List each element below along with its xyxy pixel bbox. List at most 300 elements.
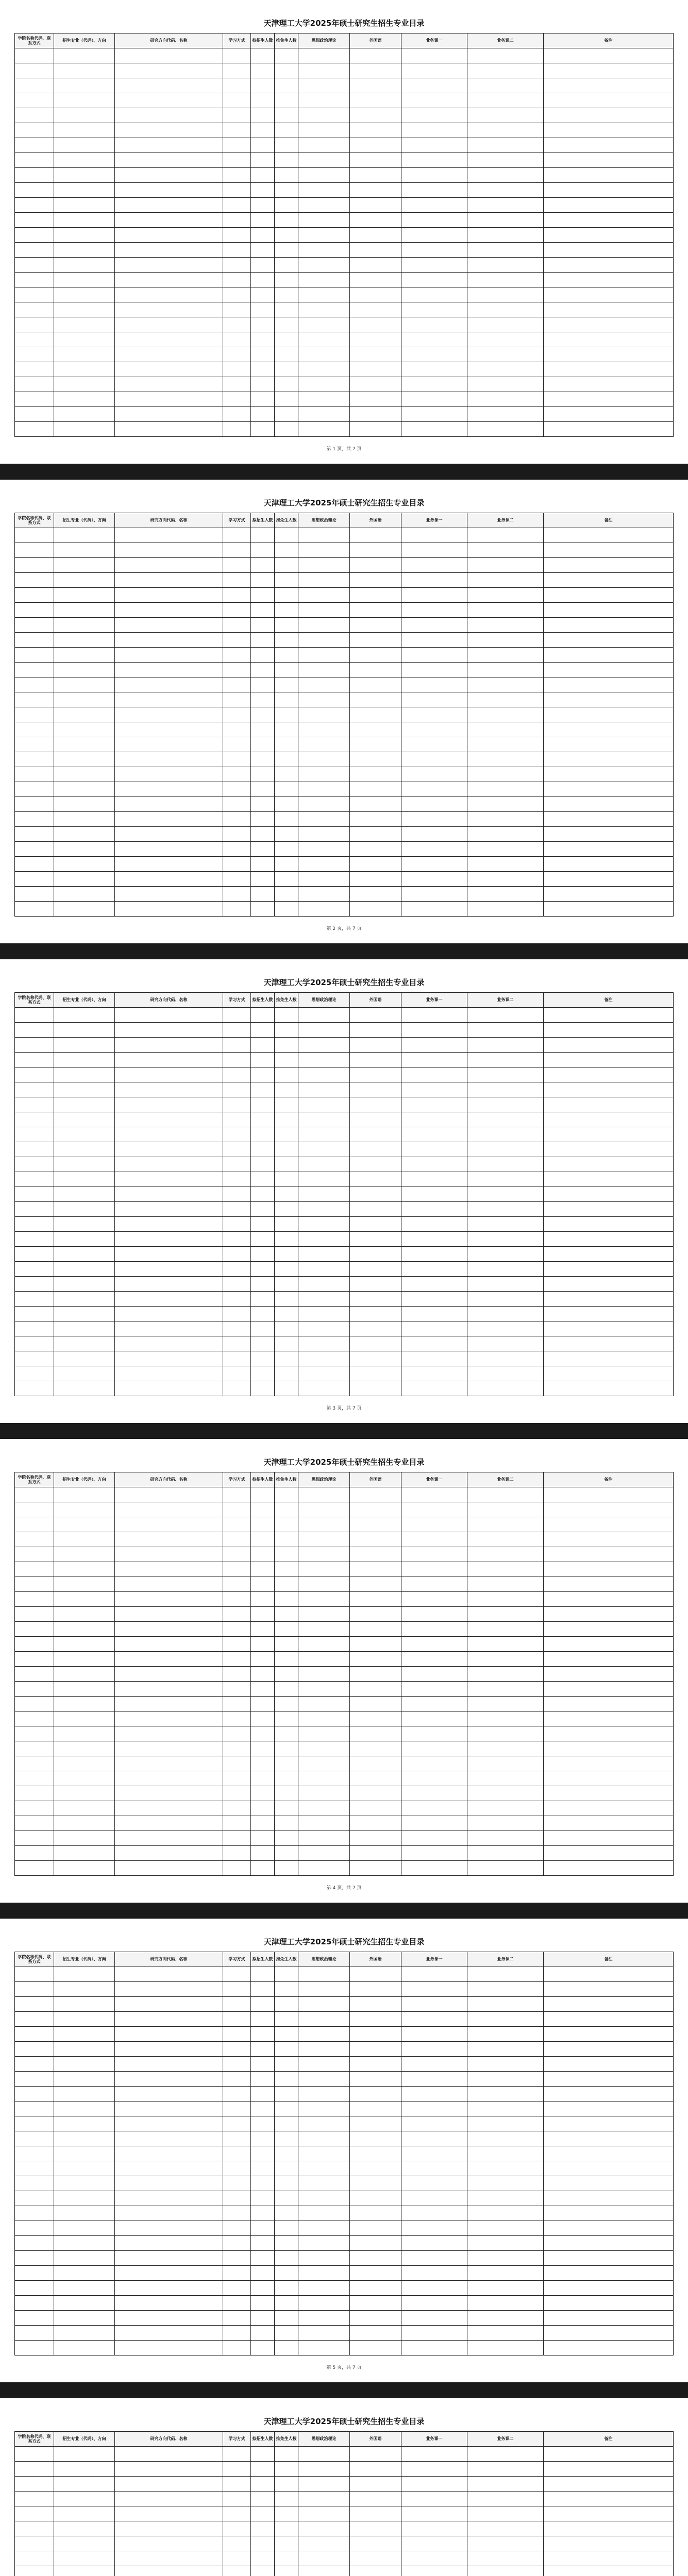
table-cell bbox=[223, 1038, 251, 1053]
table-cell bbox=[275, 2102, 298, 2116]
table-cell bbox=[15, 2042, 54, 2057]
table-cell bbox=[223, 1682, 251, 1697]
table-cell bbox=[251, 407, 275, 422]
table-cell bbox=[298, 1741, 350, 1756]
table-cell bbox=[54, 1172, 115, 1187]
table-cell bbox=[350, 1487, 401, 1502]
table-cell bbox=[467, 1682, 544, 1697]
table-cell bbox=[298, 258, 350, 273]
table-cell bbox=[275, 273, 298, 287]
table-cell bbox=[15, 2131, 54, 2146]
table-cell bbox=[544, 2221, 674, 2236]
table-cell bbox=[275, 633, 298, 648]
table-cell bbox=[544, 1142, 674, 1157]
table-cell bbox=[15, 1997, 54, 2012]
table-cell bbox=[115, 1381, 223, 1396]
table-cell bbox=[54, 1097, 115, 1112]
table-cell bbox=[350, 1277, 401, 1292]
table-cell bbox=[54, 2506, 115, 2521]
table-cell bbox=[15, 1831, 54, 1846]
table-cell bbox=[15, 332, 54, 347]
table-cell bbox=[115, 767, 223, 782]
table-cell bbox=[467, 2221, 544, 2236]
table-cell bbox=[251, 93, 275, 108]
table-cell bbox=[467, 1652, 544, 1667]
table-cell bbox=[467, 1187, 544, 1202]
table-cell bbox=[223, 677, 251, 692]
table-cell bbox=[401, 108, 467, 123]
table-cell bbox=[275, 2191, 298, 2206]
table-cell bbox=[467, 183, 544, 198]
table-row bbox=[15, 243, 674, 258]
table-cell bbox=[350, 1846, 401, 1861]
table-cell bbox=[223, 1697, 251, 1711]
table-row bbox=[15, 228, 674, 243]
table-cell bbox=[401, 1187, 467, 1202]
table-cell bbox=[54, 752, 115, 767]
table-cell bbox=[15, 648, 54, 663]
table-cell bbox=[298, 228, 350, 243]
table-cell bbox=[275, 648, 298, 663]
table-cell bbox=[15, 1967, 54, 1982]
page-title: 天津理工大学2025年硕士研究生招生专业目录 bbox=[263, 498, 425, 507]
table-cell bbox=[350, 1127, 401, 1142]
table-cell bbox=[467, 123, 544, 138]
table-cell bbox=[251, 2536, 275, 2551]
table-cell bbox=[544, 2281, 674, 2296]
table-cell bbox=[275, 2566, 298, 2576]
table-cell bbox=[115, 287, 223, 302]
table-cell bbox=[251, 153, 275, 168]
table-cell bbox=[15, 392, 54, 407]
table-cell bbox=[401, 302, 467, 317]
table-cell bbox=[467, 2116, 544, 2131]
table-cell bbox=[401, 528, 467, 543]
column-header: 外国语 bbox=[350, 1952, 401, 1967]
table-row bbox=[15, 1532, 674, 1547]
table-cell bbox=[54, 902, 115, 917]
table-cell bbox=[401, 2477, 467, 2492]
table-cell bbox=[298, 1321, 350, 1336]
table-cell bbox=[115, 1637, 223, 1652]
column-header: 业务课一 bbox=[401, 993, 467, 1008]
table-cell bbox=[467, 1532, 544, 1547]
table-cell bbox=[15, 2266, 54, 2281]
table-cell bbox=[298, 1726, 350, 1741]
table-cell bbox=[275, 422, 298, 437]
table-row bbox=[15, 2221, 674, 2236]
table-cell bbox=[223, 1053, 251, 1067]
column-header: 思想政治理论 bbox=[298, 1472, 350, 1487]
table-cell bbox=[54, 2326, 115, 2341]
table-cell bbox=[223, 1097, 251, 1112]
table-cell bbox=[467, 1816, 544, 1831]
table-cell bbox=[54, 2462, 115, 2477]
table-row bbox=[15, 1381, 674, 1396]
table-cell bbox=[467, 1008, 544, 1023]
table-cell bbox=[467, 2296, 544, 2311]
catalog-table bbox=[14, 33, 674, 437]
table-cell bbox=[275, 1217, 298, 1232]
table-cell bbox=[251, 648, 275, 663]
table-cell bbox=[401, 857, 467, 872]
table-cell bbox=[15, 1336, 54, 1351]
table-cell bbox=[223, 407, 251, 422]
table-row bbox=[15, 1487, 674, 1502]
table-cell bbox=[401, 1637, 467, 1652]
table-cell bbox=[275, 228, 298, 243]
table-cell bbox=[115, 2551, 223, 2566]
table-cell bbox=[15, 1172, 54, 1187]
table-cell bbox=[298, 2191, 350, 2206]
table-cell bbox=[115, 1336, 223, 1351]
table-cell bbox=[115, 1097, 223, 1112]
table-cell bbox=[298, 287, 350, 302]
table-header-row bbox=[15, 1952, 674, 1967]
catalog-table bbox=[14, 1952, 674, 2355]
table-cell bbox=[54, 2492, 115, 2506]
table-cell bbox=[350, 692, 401, 707]
table-cell bbox=[467, 692, 544, 707]
table-cell bbox=[298, 302, 350, 317]
table-cell bbox=[544, 1366, 674, 1381]
table-cell bbox=[401, 722, 467, 737]
table-row bbox=[15, 2311, 674, 2326]
table-cell bbox=[298, 1381, 350, 1396]
table-cell bbox=[115, 663, 223, 677]
table-cell bbox=[251, 2566, 275, 2576]
table-cell bbox=[298, 273, 350, 287]
table-row bbox=[15, 1771, 674, 1786]
table-row bbox=[15, 1292, 674, 1307]
table-row bbox=[15, 1637, 674, 1652]
table-cell bbox=[350, 2236, 401, 2251]
table-cell bbox=[54, 138, 115, 153]
table-cell bbox=[350, 93, 401, 108]
table-cell bbox=[350, 737, 401, 752]
table-cell bbox=[544, 78, 674, 93]
table-cell bbox=[115, 108, 223, 123]
table-cell bbox=[115, 362, 223, 377]
table-cell bbox=[350, 1053, 401, 1067]
table-cell bbox=[401, 1112, 467, 1127]
table-cell bbox=[15, 752, 54, 767]
table-cell bbox=[54, 317, 115, 332]
table-row bbox=[15, 1127, 674, 1142]
table-cell bbox=[298, 317, 350, 332]
table-row bbox=[15, 377, 674, 392]
table-cell bbox=[54, 2087, 115, 2102]
table-cell bbox=[15, 1577, 54, 1592]
table-cell bbox=[275, 797, 298, 812]
table-row bbox=[15, 648, 674, 663]
table-cell bbox=[251, 1682, 275, 1697]
table-cell bbox=[54, 887, 115, 902]
table-row bbox=[15, 1351, 674, 1366]
table-cell bbox=[251, 2161, 275, 2176]
column-header: 学院名称代码、联系方式 bbox=[15, 1472, 54, 1487]
table-cell bbox=[350, 2566, 401, 2576]
table-cell bbox=[115, 2341, 223, 2355]
table-cell bbox=[467, 1262, 544, 1277]
table-cell bbox=[401, 198, 467, 213]
table-cell bbox=[251, 1577, 275, 1592]
table-cell bbox=[251, 1711, 275, 1726]
table-cell bbox=[251, 2296, 275, 2311]
table-cell bbox=[275, 153, 298, 168]
table-cell bbox=[544, 573, 674, 588]
table-cell bbox=[223, 1067, 251, 1082]
table-cell bbox=[350, 2042, 401, 2057]
table-cell bbox=[115, 812, 223, 827]
table-header-row bbox=[15, 33, 674, 48]
table-cell bbox=[467, 332, 544, 347]
table-cell bbox=[350, 2447, 401, 2462]
table-cell bbox=[275, 1023, 298, 1038]
table-cell bbox=[223, 2012, 251, 2027]
table-cell bbox=[350, 2462, 401, 2477]
table-cell bbox=[251, 1726, 275, 1741]
table-cell bbox=[298, 1292, 350, 1307]
table-cell bbox=[401, 362, 467, 377]
table-cell bbox=[223, 1667, 251, 1682]
table-row bbox=[15, 2551, 674, 2566]
table-cell bbox=[350, 842, 401, 857]
table-cell bbox=[223, 2341, 251, 2355]
table-cell bbox=[54, 108, 115, 123]
table-cell bbox=[467, 633, 544, 648]
table-cell bbox=[350, 633, 401, 648]
table-row bbox=[15, 1816, 674, 1831]
table-cell bbox=[298, 1038, 350, 1053]
table-row bbox=[15, 2116, 674, 2131]
table-cell bbox=[401, 1667, 467, 1682]
table-cell bbox=[350, 302, 401, 317]
table-cell bbox=[251, 797, 275, 812]
table-cell bbox=[467, 317, 544, 332]
page-footer: 第 4 页，共 7 页 bbox=[326, 1886, 362, 1891]
table-cell bbox=[115, 1711, 223, 1726]
table-cell bbox=[223, 2251, 251, 2266]
table-cell bbox=[275, 1008, 298, 1023]
table-cell bbox=[275, 1861, 298, 1876]
table-cell bbox=[467, 1502, 544, 1517]
table-cell bbox=[350, 2251, 401, 2266]
table-cell bbox=[275, 48, 298, 63]
table-cell bbox=[401, 273, 467, 287]
table-cell bbox=[223, 752, 251, 767]
table-cell bbox=[15, 1547, 54, 1562]
table-cell bbox=[223, 902, 251, 917]
column-header: 业务课二 bbox=[467, 1472, 544, 1487]
table-cell bbox=[298, 2116, 350, 2131]
table-cell bbox=[544, 1997, 674, 2012]
column-header: 学习方式 bbox=[223, 33, 251, 48]
table-cell bbox=[223, 1008, 251, 1023]
table-cell bbox=[54, 1967, 115, 1982]
table-cell bbox=[298, 1247, 350, 1262]
table-cell bbox=[15, 887, 54, 902]
table-cell bbox=[275, 1622, 298, 1637]
table-cell bbox=[115, 243, 223, 258]
table-cell bbox=[251, 1831, 275, 1846]
table-cell bbox=[251, 2551, 275, 2566]
table-cell bbox=[115, 618, 223, 633]
table-cell bbox=[251, 243, 275, 258]
table-cell bbox=[467, 543, 544, 558]
table-cell bbox=[251, 1846, 275, 1861]
table-cell bbox=[275, 287, 298, 302]
table-cell bbox=[54, 1336, 115, 1351]
table-cell bbox=[350, 258, 401, 273]
table-cell bbox=[223, 302, 251, 317]
table-cell bbox=[401, 663, 467, 677]
table-cell bbox=[115, 1038, 223, 1053]
table-cell bbox=[251, 317, 275, 332]
table-cell bbox=[467, 407, 544, 422]
table-cell bbox=[115, 2296, 223, 2311]
table-cell bbox=[544, 1307, 674, 1321]
table-cell bbox=[298, 1307, 350, 1321]
table-row bbox=[15, 63, 674, 78]
table-cell bbox=[401, 1157, 467, 1172]
table-cell bbox=[544, 2042, 674, 2057]
table-cell bbox=[275, 1577, 298, 1592]
table-cell bbox=[15, 317, 54, 332]
table-cell bbox=[251, 722, 275, 737]
table-row bbox=[15, 2492, 674, 2506]
table-cell bbox=[251, 63, 275, 78]
table-cell bbox=[467, 1831, 544, 1846]
table-cell bbox=[251, 1172, 275, 1187]
column-header: 招生专业（代码）、方向 bbox=[54, 2432, 115, 2447]
table-row bbox=[15, 842, 674, 857]
table-cell bbox=[15, 902, 54, 917]
table-cell bbox=[115, 1277, 223, 1292]
table-cell bbox=[275, 1816, 298, 1831]
table-cell bbox=[223, 2296, 251, 2311]
page-footer: 第 1 页，共 7 页 bbox=[326, 447, 362, 452]
table-cell bbox=[251, 2341, 275, 2355]
table-cell bbox=[350, 677, 401, 692]
table-cell bbox=[15, 2221, 54, 2236]
table-cell bbox=[275, 2296, 298, 2311]
table-cell bbox=[544, 902, 674, 917]
table-cell bbox=[544, 1667, 674, 1682]
table-cell bbox=[275, 198, 298, 213]
table-cell bbox=[54, 2161, 115, 2176]
table-cell bbox=[223, 1726, 251, 1741]
table-cell bbox=[115, 2447, 223, 2462]
table-cell bbox=[350, 1067, 401, 1082]
table-cell bbox=[251, 2477, 275, 2492]
table-cell bbox=[115, 558, 223, 573]
table-cell bbox=[115, 198, 223, 213]
table-cell bbox=[544, 2027, 674, 2042]
table-cell bbox=[223, 153, 251, 168]
table-cell bbox=[275, 722, 298, 737]
table-cell bbox=[54, 2116, 115, 2131]
table-row bbox=[15, 317, 674, 332]
table-cell bbox=[544, 1487, 674, 1502]
table-cell bbox=[401, 1307, 467, 1321]
table-cell bbox=[544, 2236, 674, 2251]
table-cell bbox=[275, 2161, 298, 2176]
table-cell bbox=[350, 663, 401, 677]
table-cell bbox=[401, 2492, 467, 2506]
table-cell bbox=[115, 422, 223, 437]
table-cell bbox=[467, 1157, 544, 1172]
table-cell bbox=[15, 633, 54, 648]
table-row bbox=[15, 1997, 674, 2012]
table-cell bbox=[54, 332, 115, 347]
table-cell bbox=[544, 2462, 674, 2477]
table-cell bbox=[223, 1517, 251, 1532]
table-cell bbox=[251, 1592, 275, 1607]
table-row bbox=[15, 1262, 674, 1277]
table-cell bbox=[15, 78, 54, 93]
table-cell bbox=[223, 1336, 251, 1351]
table-cell bbox=[54, 827, 115, 842]
table-cell bbox=[544, 603, 674, 618]
table-cell bbox=[54, 1277, 115, 1292]
table-cell bbox=[251, 2447, 275, 2462]
page-footer: 第 3 页，共 7 页 bbox=[326, 1406, 362, 1411]
table-cell bbox=[298, 573, 350, 588]
table-cell bbox=[223, 1756, 251, 1771]
table-row bbox=[15, 258, 674, 273]
table-cell bbox=[401, 2281, 467, 2296]
table-cell bbox=[275, 1142, 298, 1157]
table-cell bbox=[251, 377, 275, 392]
table-cell bbox=[401, 1801, 467, 1816]
table-cell bbox=[350, 2341, 401, 2355]
table-row bbox=[15, 2042, 674, 2057]
table-cell bbox=[15, 1771, 54, 1786]
table-cell bbox=[15, 108, 54, 123]
table-cell bbox=[15, 153, 54, 168]
table-cell bbox=[251, 2521, 275, 2536]
table-cell bbox=[15, 228, 54, 243]
table-cell bbox=[350, 1381, 401, 1396]
table-cell bbox=[544, 63, 674, 78]
table-cell bbox=[467, 1247, 544, 1262]
table-cell bbox=[275, 2281, 298, 2296]
table-cell bbox=[401, 1172, 467, 1187]
table-cell bbox=[467, 827, 544, 842]
table-row bbox=[15, 287, 674, 302]
table-cell bbox=[115, 1067, 223, 1082]
table-cell bbox=[544, 1726, 674, 1741]
table-cell bbox=[115, 48, 223, 63]
table-row bbox=[15, 2102, 674, 2116]
table-cell bbox=[350, 1577, 401, 1592]
table-cell bbox=[401, 603, 467, 618]
table-cell bbox=[251, 1127, 275, 1142]
table-cell bbox=[467, 1351, 544, 1366]
table-cell bbox=[467, 2311, 544, 2326]
table-cell bbox=[467, 1592, 544, 1607]
column-header: 推免生人数 bbox=[275, 1952, 298, 1967]
table-cell bbox=[275, 528, 298, 543]
table-cell bbox=[251, 1157, 275, 1172]
table-cell bbox=[298, 1487, 350, 1502]
table-cell bbox=[251, 1652, 275, 1667]
table-cell bbox=[54, 1667, 115, 1682]
table-row bbox=[15, 1982, 674, 1997]
table-cell bbox=[15, 1532, 54, 1547]
table-cell bbox=[544, 707, 674, 722]
